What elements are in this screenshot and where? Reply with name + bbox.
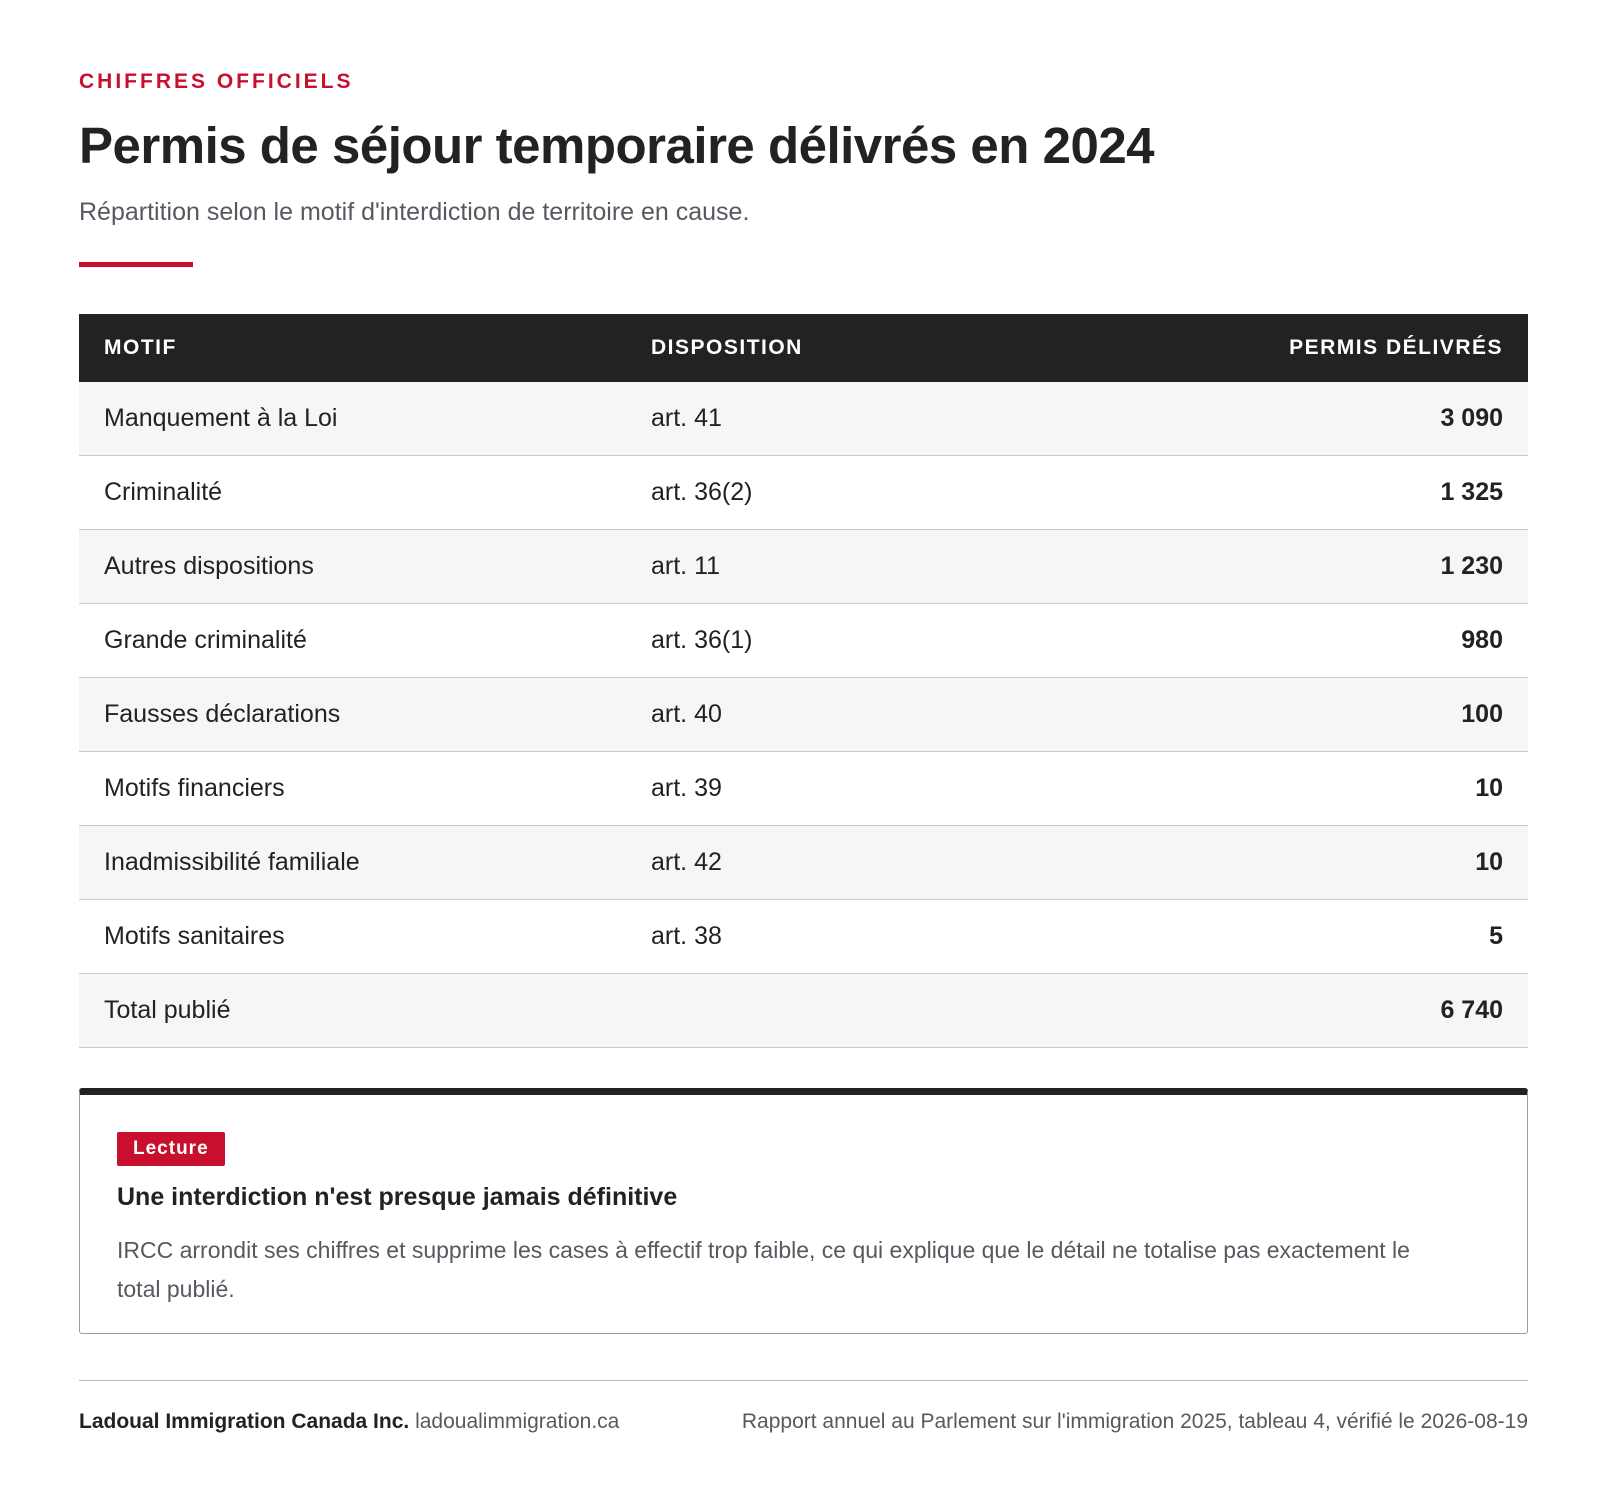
note-body: IRCC arrondit ses chiffres et supprime les cases à effectif trop faible, ce qui explique que le détail ne totalise pas exactement le total publié. — [117, 1237, 1410, 1302]
page-subtitle: Répartition selon le motif d'interdiction de territoire en cause. — [79, 198, 750, 226]
cell-permis: 10 — [1475, 848, 1503, 876]
table-row — [79, 382, 1528, 456]
cell-motif: Motifs sanitaires — [104, 922, 285, 950]
note-badge: Lecture — [117, 1132, 225, 1166]
cell-permis: 1 230 — [1440, 552, 1503, 580]
cell-motif: Inadmissibilité familiale — [104, 848, 360, 876]
cell-permis: 980 — [1461, 626, 1503, 654]
footer-credit — [79, 1410, 619, 1434]
cell-permis: 5 — [1489, 922, 1503, 950]
cell-disposition: art. 38 — [651, 922, 722, 950]
cell-disposition: art. 41 — [651, 404, 722, 432]
table-header — [79, 314, 1528, 382]
cell-permis: 6 740 — [1440, 996, 1503, 1024]
table-row-total — [79, 974, 1528, 1048]
cell-permis: 10 — [1475, 774, 1503, 802]
cell-disposition: art. 36(1) — [651, 626, 753, 654]
cell-motif: Criminalité — [104, 478, 223, 506]
cell-motif: Motifs financiers — [104, 774, 285, 802]
column-header-permis: PERMIS DÉLIVRÉS — [1289, 336, 1503, 359]
footer-organization: Ladoual Immigration Canada Inc. — [79, 1410, 410, 1433]
cell-motif: Manquement à la Loi — [104, 404, 338, 432]
cell-disposition: art. 11 — [651, 552, 721, 580]
cell-disposition: art. 40 — [651, 700, 722, 728]
cell-disposition: art. 42 — [651, 848, 722, 876]
cell-permis: 100 — [1461, 700, 1503, 728]
footer-source: Rapport annuel au Parlement sur l'immigration 2025, tableau 4, vérifié le 2026-08-19 — [741, 1410, 1528, 1433]
eyebrow-label: CHIFFRES OFFICIELS — [79, 70, 354, 93]
footer-website-link[interactable]: ladoualimmigration.ca — [415, 1410, 620, 1433]
cell-motif: Total publié — [104, 996, 231, 1024]
accent-divider — [79, 262, 193, 267]
cell-disposition: art. 39 — [651, 774, 722, 802]
cell-motif: Grande criminalité — [104, 626, 307, 654]
cell-disposition: art. 36(2) — [651, 478, 753, 506]
cell-permis: 3 090 — [1440, 404, 1503, 432]
table-row — [79, 826, 1528, 900]
cell-motif: Autres dispositions — [104, 552, 314, 580]
table-row — [79, 604, 1528, 678]
note-title: Une interdiction n'est presque jamais définitive — [117, 1183, 678, 1211]
cell-permis: 1 325 — [1440, 478, 1503, 506]
table-row — [79, 530, 1528, 604]
table-row — [79, 900, 1528, 974]
reading-note-card — [79, 1088, 1528, 1334]
cell-motif: Fausses déclarations — [104, 700, 341, 728]
column-header-motif: MOTIF — [104, 336, 177, 359]
footer-divider — [79, 1380, 1528, 1381]
table-row — [79, 678, 1528, 752]
table-row — [79, 752, 1528, 826]
permits-table — [79, 314, 1528, 1048]
table-row — [79, 456, 1528, 530]
page-title: Permis de séjour temporaire délivrés en 2024 — [79, 117, 1155, 174]
column-header-disposition: DISPOSITION — [651, 336, 803, 359]
